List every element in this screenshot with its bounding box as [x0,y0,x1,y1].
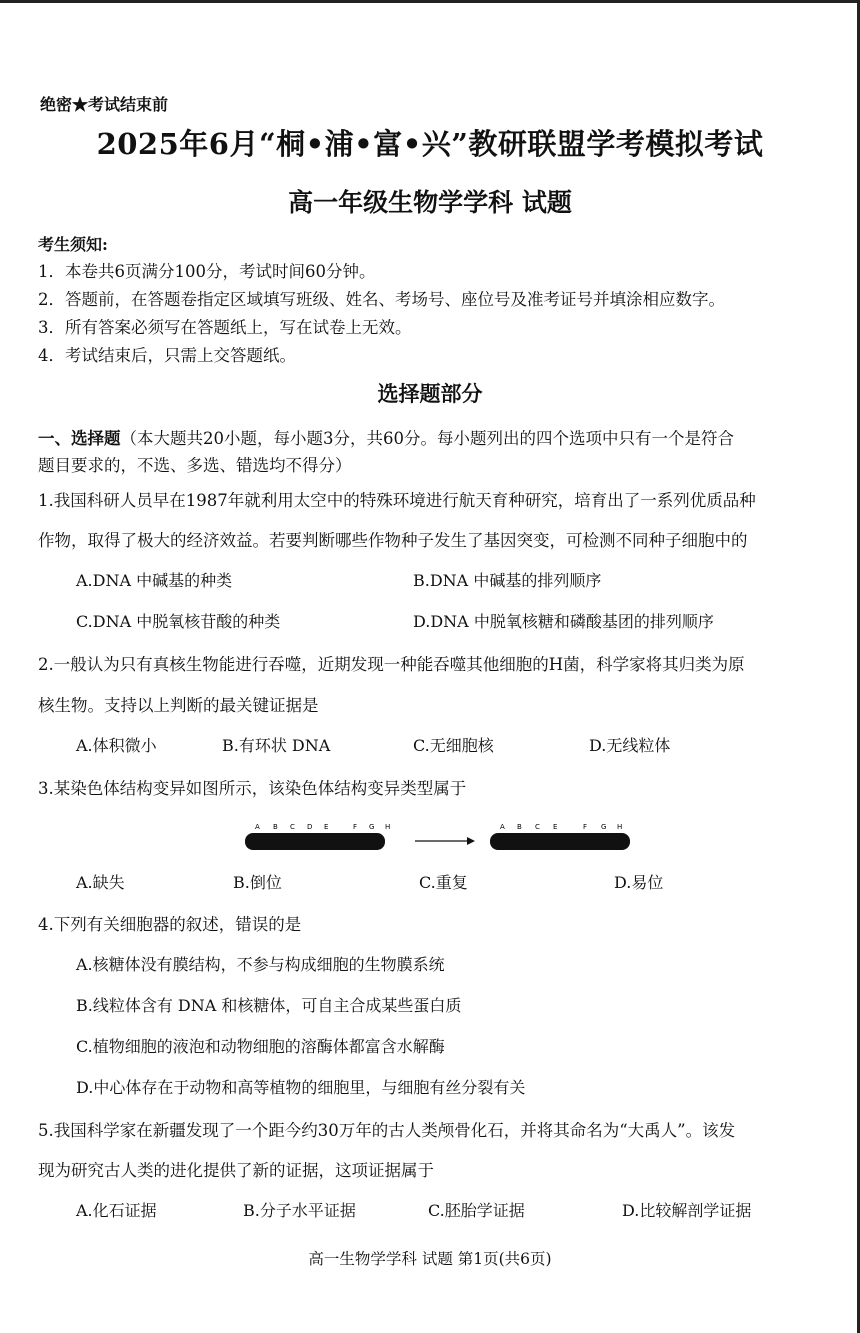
question-3-line: 3.某染色体结构变异如图所示，该染色体结构变异类型属于 [38,779,467,798]
section-title: 选择题部分 [377,381,483,406]
gene-label: H [617,823,623,831]
question-1-option-c: C.DNA 中脱氧核苷酸的种类 [76,612,281,631]
question-3-option-a: A.缺失 [76,873,125,892]
gene-label: E [553,823,558,831]
question-5-option-a: A.化石证据 [76,1201,157,1220]
question-5-option-c: C.胚胎学证据 [428,1201,525,1220]
question-3-option-c: C.重复 [419,873,468,892]
gene-label: D [307,823,313,831]
question-4-option-c: C.植物细胞的液泡和动物细胞的溶酶体都富含水解酶 [76,1037,445,1056]
notice-item: 4．考试结束后，只需上交答题纸。 [38,346,296,365]
question-4-option-b: B.线粒体含有 DNA 和核糖体，可自主合成某些蛋白质 [76,996,462,1015]
page-footer: 高一生物学学科 试题 第1页(共6页) [308,1250,552,1268]
gene-label: E [324,823,329,831]
question-2-option-d: D.无线粒体 [589,736,671,755]
notice-item: 1．本卷共6页满分100分，考试时间60分钟。 [38,262,376,281]
question-1-line: 作物，取得了极大的经济效益。若要判断哪些作物种子发生了基因突变，可检测不同种子细胞中的 [38,531,748,550]
gene-label: H [385,823,391,831]
section-intro-text: （本大题共20小题，每小题3分，共60分。每小题列出的四个选项中只有一个是符合 [120,429,734,448]
gene-label: G [369,823,375,831]
question-5-option-d: D.比较解剖学证据 [622,1201,752,1220]
question-1-line: 1.我国科研人员早在1987年就利用太空中的特殊环境进行航天育种研究，培育出了一系列优质品种 [38,491,756,510]
gene-label: B [273,823,278,831]
question-4-line: 4.下列有关细胞器的叙述，错误的是 [38,915,302,934]
exam-subtitle: 高一年级生物学学科 试题 [288,188,572,217]
gene-label: A [255,823,260,831]
gene-label: C [290,823,295,831]
question-3-option-b: B.倒位 [233,873,282,892]
question-5-line: 5.我国科学家在新疆发现了一个距今约30万年的古人类颅骨化石，并将其命名为“大禹人”。该发 [38,1121,736,1140]
gene-label: C [535,823,540,831]
chromosome-before-body [245,833,385,850]
question-1-option-d: D.DNA 中脱氧核糖和磷酸基团的排列顺序 [413,612,714,631]
question-2-option-b: B.有环状 DNA [222,736,331,755]
section-intro-line2: 题目要求的，不选、多选、错选均不得分） [38,456,352,475]
chromosome-before [245,823,390,850]
notice-item: 3．所有答案必须写在答题纸上，写在试卷上无效。 [38,318,412,337]
question-5-option-b: B.分子水平证据 [243,1201,356,1220]
chromosome-after-body [490,833,630,850]
question-5-line: 现为研究古人类的进化提供了新的证据，这项证据属于 [38,1161,434,1180]
question-4-option-d: D.中心体存在于动物和高等植物的细胞里，与细胞有丝分裂有关 [76,1078,526,1097]
question-3-option-d: D.易位 [614,873,664,892]
question-2-option-c: C.无细胞核 [413,736,494,755]
arrow-icon [415,837,475,845]
chromosome-figure [245,820,635,860]
section-intro [38,425,734,449]
notice-item: 2．答题前，在答题卷指定区域填写班级、姓名、考场号、座位号及准考证号并填涂相应数字。 [38,290,725,309]
confidential-label: 绝密★考试结束前 [40,95,169,114]
section-intro-label: 一、选择题 [38,429,121,448]
question-1-option-b: B.DNA 中碱基的排列顺序 [413,571,602,590]
notice-heading: 考生须知: [38,235,108,254]
gene-label: G [601,823,607,831]
question-1-option-a: A.DNA 中碱基的种类 [76,571,233,590]
gene-label: F [353,823,358,831]
question-2-line: 核生物。支持以上判断的最关键证据是 [38,696,319,715]
question-2-option-a: A.体积微小 [76,736,157,755]
exam-title: 2025年6月“桐•浦•富•兴”教研联盟学考模拟考试 [96,127,764,161]
scan-edge-top [0,0,860,3]
chromosome-after [490,823,630,850]
gene-label: F [583,823,588,831]
question-4-option-a: A.核糖体没有膜结构，不参与构成细胞的生物膜系统 [76,955,445,974]
question-2-line: 2.一般认为只有真核生物能进行吞噬，近期发现一种能吞噬其他细胞的H菌，科学家将其归类为原 [38,655,745,674]
gene-label: B [517,823,522,831]
gene-label: A [500,823,505,831]
